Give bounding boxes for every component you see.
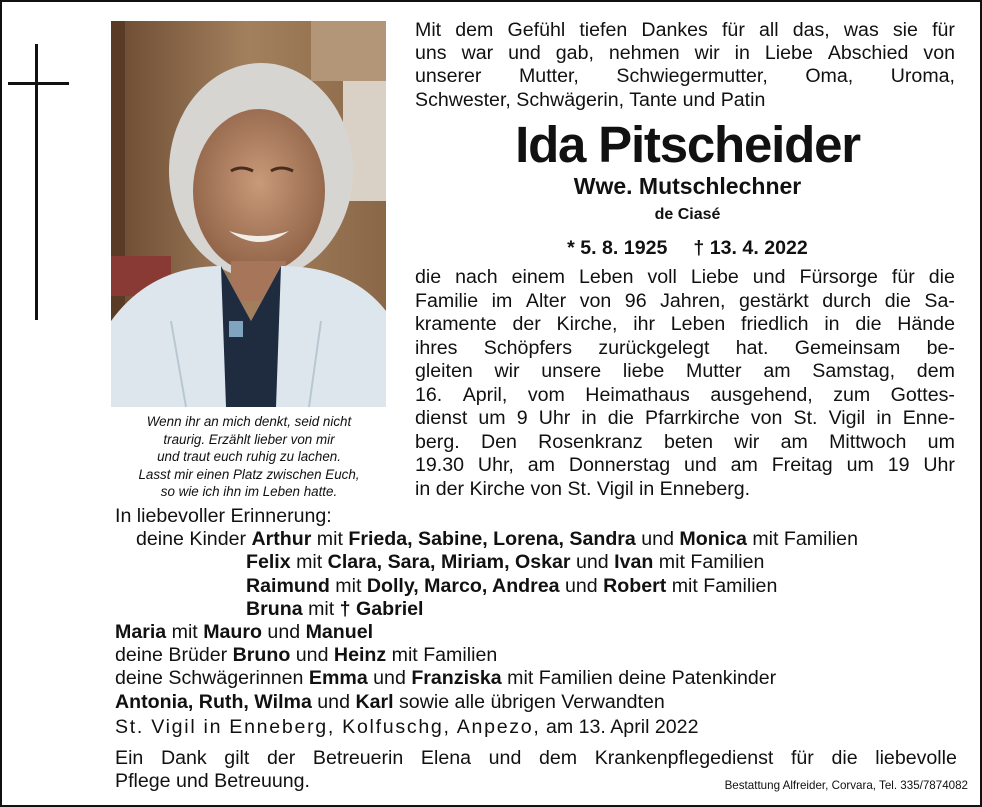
family-row: [115, 551, 965, 574]
family-text: mit Familien: [746, 528, 858, 551]
family-row: [115, 528, 965, 551]
word: unsere: [541, 360, 602, 382]
word: am: [780, 430, 808, 453]
word: St.: [793, 407, 818, 429]
family-text: mit Familien deine Patenkinder: [501, 667, 777, 690]
word: die: [928, 266, 955, 288]
word: 96: [624, 289, 647, 312]
relative-name: Felix: [246, 551, 291, 574]
word: zum: [833, 383, 871, 406]
family-text: und: [290, 644, 334, 667]
word: hat.: [735, 336, 769, 359]
family-row: [115, 505, 965, 528]
word: gleiten: [415, 360, 473, 382]
word: der: [266, 747, 296, 769]
word: Mittwoch: [829, 430, 907, 453]
word: beten: [663, 430, 714, 453]
body-line: [415, 384, 955, 408]
word: Kirche,: [556, 313, 618, 335]
word: die: [831, 747, 858, 769]
word: Alter: [525, 289, 567, 312]
word: Pfarrkirche: [645, 407, 740, 429]
relative-name: Raimund: [246, 574, 330, 597]
word: Familie: [415, 289, 479, 312]
word: Pflege und Betreuung.: [115, 769, 310, 792]
word: kramente: [415, 313, 497, 335]
relative-name: Antonia, Ruth, Wilma: [115, 690, 312, 713]
word: berg.: [415, 430, 460, 453]
word: gab,: [555, 42, 594, 65]
word: die: [884, 289, 911, 312]
word: und: [752, 266, 786, 288]
word: Schwiegermutter,: [616, 65, 768, 88]
word: Vigil: [828, 407, 866, 429]
death-date: † 13. 4. 2022: [693, 237, 808, 259]
word: für: [721, 19, 745, 41]
intro-line: [415, 19, 955, 42]
relative-name: Bruna: [246, 597, 303, 620]
family-text: mit: [166, 621, 204, 644]
family-row: [115, 667, 965, 690]
word: Jahren,: [660, 289, 726, 312]
date: am 13. April 2022: [540, 716, 699, 738]
body-line: [415, 313, 955, 337]
family-text: deine Schwägerinnen: [115, 667, 309, 690]
family-row: [115, 691, 965, 714]
portrait-photo: [111, 21, 386, 407]
family-text: mit Familien: [666, 574, 778, 597]
word: Betreuerin: [312, 747, 404, 769]
word: in: [581, 407, 597, 429]
word: Leben: [578, 266, 634, 288]
family-text: mit Familien: [386, 644, 498, 667]
word: Mutter,: [518, 65, 579, 88]
word: in: [734, 42, 750, 65]
word: Enne-: [902, 407, 955, 429]
word: Elena: [420, 747, 472, 769]
word: dem: [455, 19, 494, 41]
word: ausgehend,: [710, 383, 813, 406]
word: von: [750, 407, 783, 429]
word: liebe: [622, 360, 665, 382]
word: Donnerstag: [568, 454, 671, 476]
word: Fürsorge: [799, 266, 878, 288]
family-text: mit: [329, 574, 367, 597]
body-line: [415, 478, 955, 502]
word: April,: [462, 383, 508, 406]
quote-line: so wie ich ihn im Leben hatte.: [160, 484, 338, 500]
relative-name: Robert: [603, 574, 667, 597]
family-text: und: [559, 574, 604, 597]
family-list: [115, 505, 965, 714]
word: nach: [455, 266, 498, 288]
word: in der Kirche von St. Vigil in Enneberg.: [415, 477, 751, 500]
intro-line: [415, 65, 955, 88]
intro-line: [415, 42, 955, 65]
word: friedlich: [741, 313, 809, 335]
word: ihr: [633, 313, 656, 335]
body-line: [415, 266, 955, 290]
thanks-line: [115, 747, 957, 770]
body-line: [415, 431, 955, 455]
word: dienst: [415, 407, 468, 429]
body-line: [415, 407, 955, 431]
word: Schwester, Schwägerin, Tante und Patin: [415, 88, 766, 111]
family-row: [115, 644, 965, 667]
body-line: [415, 454, 955, 478]
word: um: [927, 430, 955, 453]
word: wir: [734, 430, 760, 453]
word: Sa-: [924, 289, 955, 312]
family-text: mit: [302, 597, 340, 620]
word: Samstag,: [812, 360, 896, 382]
word: am: [730, 454, 758, 476]
word: unserer: [415, 65, 482, 88]
relative-name: Franziska: [411, 667, 502, 690]
relative-name: Mauro: [203, 621, 262, 644]
relative-name: Dolly, Marco, Andrea: [366, 574, 560, 597]
word: am: [763, 360, 791, 382]
family-text: mit: [290, 551, 328, 574]
funeral-announcement-text: [415, 266, 955, 501]
word: tiefen: [579, 19, 628, 41]
body-line: [415, 360, 955, 384]
word: Dank: [160, 747, 207, 769]
word: be-: [926, 336, 955, 359]
family-row: [115, 575, 965, 598]
relative-name: Ivan: [614, 551, 654, 574]
relative-name: Maria: [115, 621, 167, 644]
word: Abschied: [827, 42, 909, 65]
word: um: [478, 407, 506, 429]
word: Uhr: [538, 407, 571, 429]
word: Heimathaus: [585, 383, 690, 406]
word: in: [824, 313, 840, 335]
word: von: [579, 289, 612, 312]
word: das,: [792, 19, 830, 41]
body-line: [415, 290, 955, 314]
word: all: [758, 19, 779, 41]
word: für: [891, 266, 915, 288]
word: Oma,: [805, 65, 854, 88]
word: um: [846, 454, 874, 476]
family-text: und: [261, 621, 306, 644]
word: Uhr: [923, 454, 955, 476]
family-text: mit: [311, 528, 349, 551]
word: von: [923, 42, 955, 65]
quote-line: Lasst mir einen Platz zwischen Euch,: [138, 466, 360, 482]
word: Leben: [670, 313, 726, 335]
relative-name: Manuel: [305, 621, 374, 644]
word: Ein: [115, 747, 144, 769]
family-text: mit Familien: [653, 551, 765, 574]
word: und: [684, 454, 717, 476]
word: die: [855, 313, 882, 335]
relative-name: Frieda, Sabine, Lorena, Sandra: [348, 528, 636, 551]
family-text: und: [311, 690, 356, 713]
word: vom: [527, 383, 565, 406]
word: Gottes-: [890, 383, 955, 406]
word: Uroma,: [890, 65, 955, 88]
quote-line: Wenn ihr an mich denkt, seid nicht: [146, 414, 352, 429]
word: Krankenpflegedienst: [594, 747, 774, 769]
relative-name: † Gabriel: [339, 597, 424, 620]
life-dates: [415, 234, 960, 262]
family-text: sowie alle übrigen Verwandten: [393, 690, 665, 713]
word: Freitag: [771, 454, 833, 476]
place-and-date: [115, 715, 698, 739]
word: wir: [494, 360, 520, 382]
word: 16.: [415, 383, 443, 406]
relative-name: Clara, Sara, Miriam, Oskar: [327, 551, 571, 574]
word: liebevolle: [875, 747, 957, 769]
memorial-quote: [108, 413, 390, 501]
funeral-home-footer: Bestattung Alfreider, Corvara, Tel. 335/7874082: [724, 779, 968, 792]
word: voll: [647, 266, 677, 288]
word: die: [415, 266, 442, 288]
word: dem: [538, 747, 578, 769]
family-text: und: [367, 667, 412, 690]
quote-line: traurig. Erzählt lieber von mir: [163, 431, 335, 447]
family-row: [115, 598, 965, 621]
place: St. Vigil in Enneberg, Kolfuschg, Anpezo,: [115, 716, 541, 738]
body-line: [415, 337, 955, 361]
word: und: [488, 747, 522, 769]
word: dem: [916, 360, 955, 382]
word: Rosenkranz: [538, 430, 643, 453]
widow-name: Wwe. Mutschlechner: [573, 173, 802, 199]
word: 19.30: [415, 454, 465, 476]
relative-name: Monica: [679, 528, 747, 551]
family-row: [115, 621, 965, 644]
word: der: [512, 313, 541, 335]
origin-name: de Ciasé: [654, 206, 721, 223]
birth-date: * 5. 8. 1925: [567, 237, 668, 259]
word: im: [491, 289, 513, 312]
word: durch: [822, 289, 872, 312]
word: was: [843, 19, 879, 41]
quote-line: und traut euch ruhig zu lachen.: [157, 449, 341, 465]
relative-name: Emma: [308, 667, 368, 690]
intro-line: [415, 89, 955, 112]
word: für: [790, 747, 814, 769]
relative-name: Arthur: [251, 528, 312, 551]
word: in: [876, 407, 892, 429]
word: war: [461, 42, 494, 65]
word: einem: [511, 266, 565, 288]
word: Gemeinsam: [794, 336, 901, 359]
word: und: [508, 42, 541, 65]
word: Liebe: [764, 42, 813, 65]
word: sie: [892, 19, 918, 41]
word: Liebe: [690, 266, 739, 288]
family-text: und: [570, 551, 615, 574]
word: Gefühl: [507, 19, 566, 41]
word: für: [932, 19, 955, 41]
word: 19: [887, 454, 910, 476]
family-text: und: [635, 528, 680, 551]
word: am: [527, 454, 555, 476]
word: Dankes: [641, 19, 708, 41]
word: die: [607, 407, 634, 429]
word: Mutter: [686, 360, 742, 382]
word: 9: [516, 407, 528, 429]
word: gestärkt: [738, 289, 809, 312]
deceased-name: Ida Pitscheider: [515, 116, 860, 173]
intro-text: [415, 19, 955, 112]
word: Schöpfers: [483, 336, 573, 359]
word: nehmen: [608, 42, 680, 65]
word: Hände: [897, 313, 955, 335]
family-text: In liebevoller Erinnerung:: [115, 505, 332, 527]
family-text: deine Brüder: [115, 644, 233, 667]
relative-name: Bruno: [232, 644, 291, 667]
word: gilt: [224, 747, 250, 769]
family-text: deine Kinder: [136, 528, 252, 551]
word: Mit: [415, 19, 442, 41]
word: Uhr,: [477, 454, 514, 476]
relative-name: Heinz: [333, 644, 387, 667]
word: Den: [480, 430, 517, 453]
word: zurückgelegt: [598, 336, 710, 359]
word: ihres: [415, 336, 458, 359]
word: wir: [694, 42, 720, 65]
relative-name: Karl: [355, 690, 394, 713]
word: uns: [415, 42, 447, 65]
